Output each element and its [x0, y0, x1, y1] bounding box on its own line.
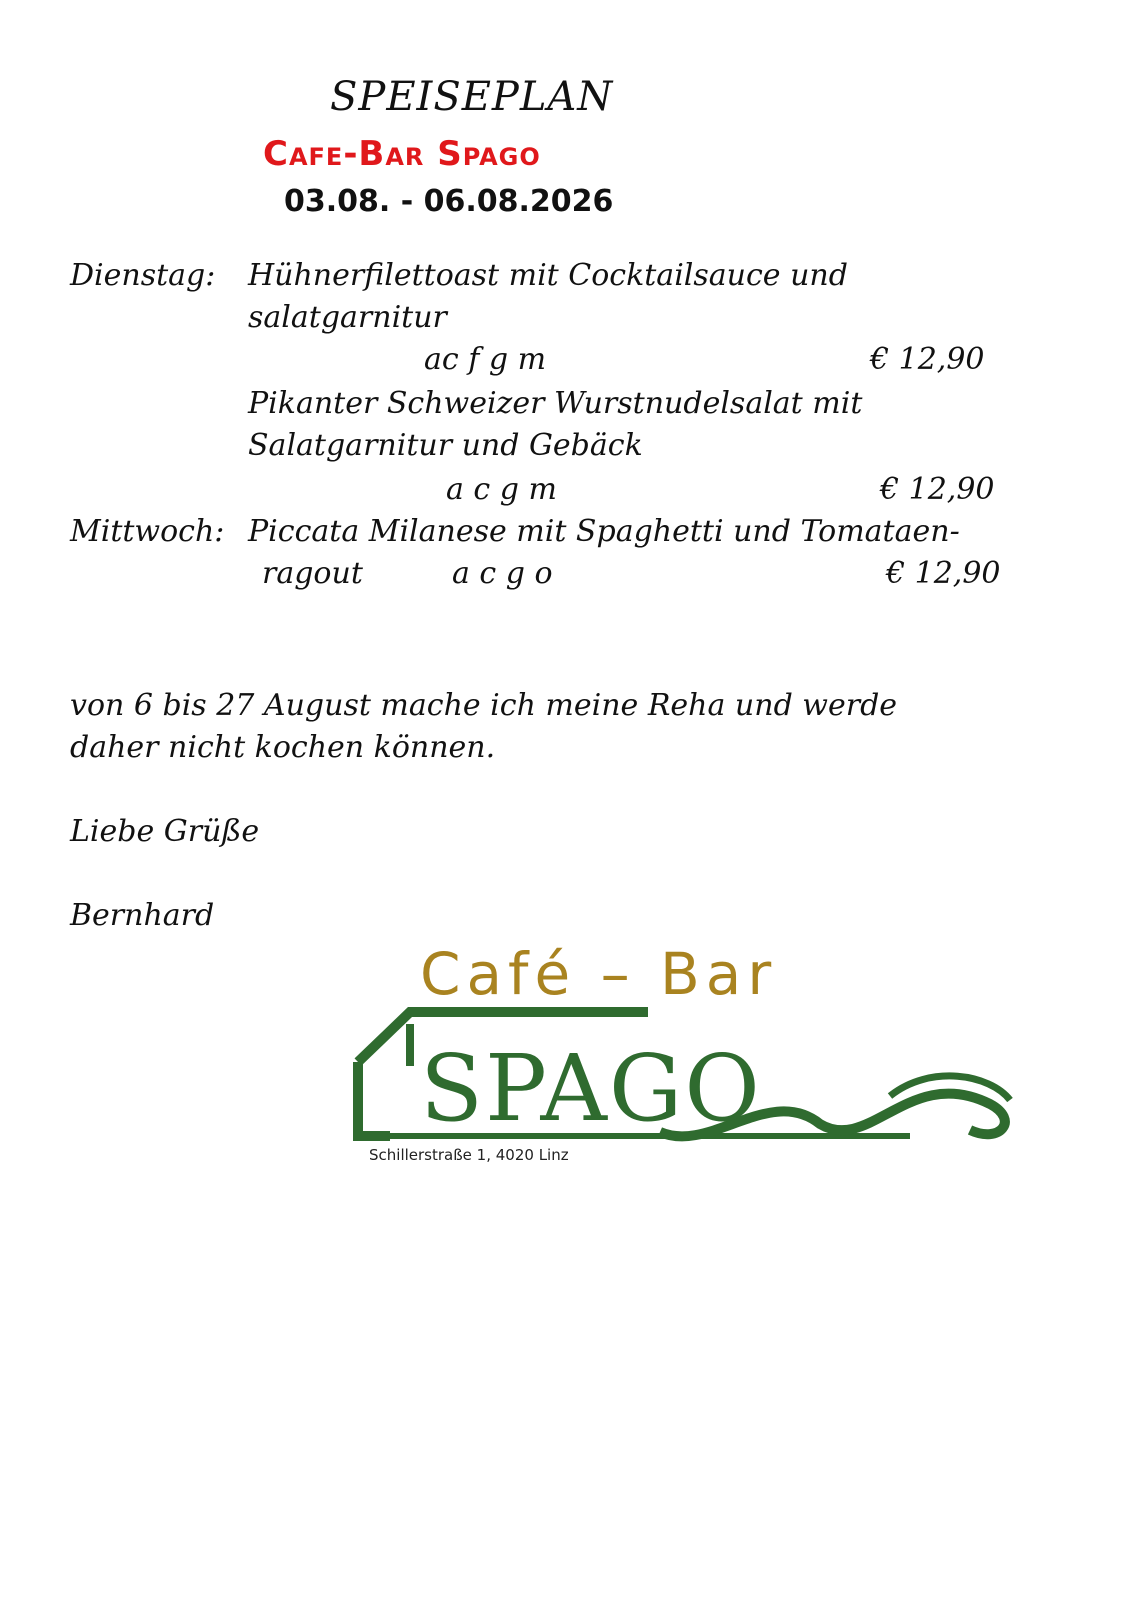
allergen-codes: ac f g m [424, 342, 547, 377]
notice-text: von 6 bis 27 August mache ich meine Reha und werde [70, 688, 898, 723]
logo-frame-line [358, 1062, 390, 1136]
dish-text: ragout [262, 556, 363, 591]
logo-address: Schillerstraße 1, 4020 Linz [369, 1146, 569, 1164]
notice-text: daher nicht kochen können. [70, 730, 496, 765]
day-label-dienstag: Dienstag: [70, 258, 216, 293]
greeting: Liebe Grüße [70, 814, 260, 849]
dish-text: Piccata Milanese mit Spaghetti und Tomataen- [248, 514, 960, 549]
logo-cafe-bar-text: Café – Bar [420, 940, 778, 1008]
cafe-name-heading: Cafe-Bar Spago [263, 134, 541, 174]
signature: Bernhard [70, 898, 215, 933]
dish-text: salatgarnitur [248, 300, 447, 335]
allergen-codes: a c g m [446, 472, 557, 507]
date-range: 03.08. - 06.08.2026 [284, 184, 614, 219]
dish-price: € 12,90 [880, 472, 995, 507]
logo-name-text: SPAGO [420, 1035, 762, 1142]
allergen-codes: a c g o [452, 556, 553, 591]
dish-text: Pikanter Schweizer Wurstnudelsalat mit [248, 386, 863, 421]
dish-price: € 12,90 [886, 556, 1001, 591]
page-title: SPEISEPLAN [330, 74, 614, 120]
spago-logo [350, 1004, 1030, 1154]
dish-text: Hühnerfilettoast mit Cocktailsauce und [248, 258, 848, 293]
day-label-mittwoch: Mittwoch: [70, 514, 225, 549]
dish-price: € 12,90 [870, 342, 985, 377]
dish-text: Salatgarnitur und Gebäck [248, 428, 643, 463]
